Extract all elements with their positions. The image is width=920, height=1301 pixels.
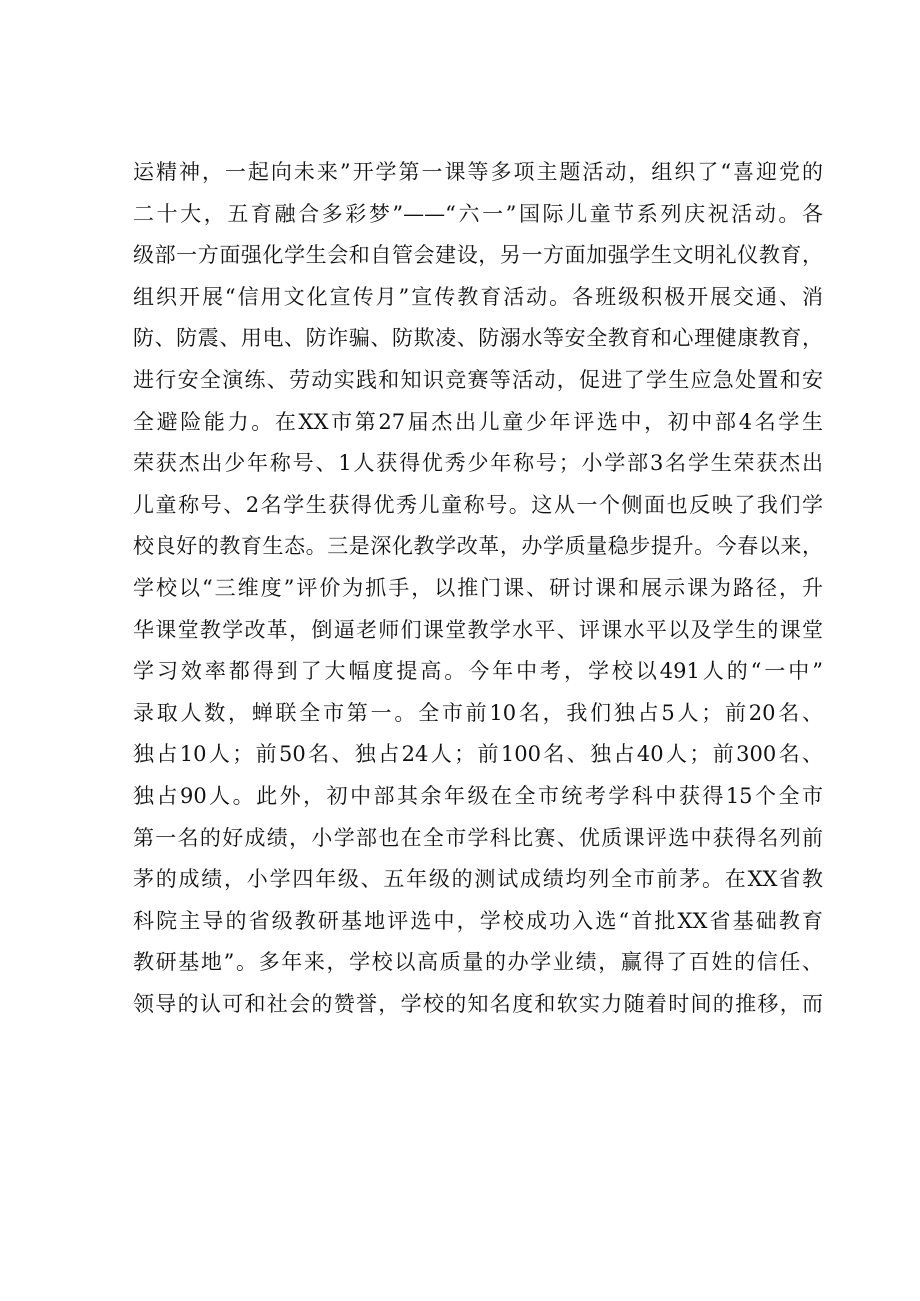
text-line-1: 运精神，一起向未来”开学第一课等多项主题活动，组织了“喜迎党的 bbox=[133, 160, 823, 184]
text-line-10: 校良好的教育生态。三是深化教学改革，办学质量稳步提升。今春以来， bbox=[133, 534, 823, 559]
text-line-15: 独占10人；前50名、独占24人；前100名、独占40人；前300名、 bbox=[133, 742, 823, 767]
text-line-17: 第一名的好成绩，小学部也在全市学科比赛、优质课评选中获得名列前 bbox=[133, 825, 823, 850]
text-line-5: 防、防震、用电、防诈骗、防欺凌、防溺水等安全教育和心理健康教育， bbox=[133, 326, 823, 351]
text-line-19: 科院主导的省级教研基地评选中，学校成功入选“首批XX省基础教育 bbox=[133, 908, 823, 933]
text-line-21: 领导的认可和社会的赞誉，学校的知名度和软实力随着时间的推移，而 bbox=[133, 991, 823, 1016]
text-line-18: 茅的成绩，小学四年级、五年级的测试成绩均列全市前茅。在XX省教 bbox=[133, 867, 823, 892]
text-line-9: 儿童称号、2名学生获得优秀儿童称号。这从一个侧面也反映了我们学 bbox=[133, 492, 823, 517]
text-line-20: 教研基地”。多年来，学校以高质量的办学业绩，赢得了百姓的信任、 bbox=[133, 950, 823, 975]
text-line-14: 录取人数，蝉联全市第一。全市前10名，我们独占5人；前20名、 bbox=[133, 700, 823, 725]
text-line-16: 独占90人。此外，初中部其余年级在全市统考学科中获得15个全市 bbox=[133, 783, 823, 808]
text-line-8: 荣获杰出少年称号、1人获得优秀少年称号；小学部3名学生荣获杰出 bbox=[133, 451, 823, 476]
text-line-12: 华课堂教学改革，倒逼老师们课堂教学水平、评课水平以及学生的课堂 bbox=[133, 617, 823, 642]
text-line-4: 组织开展“信用文化宣传月”宣传教育活动。各班级积极开展交通、消 bbox=[133, 284, 823, 309]
text-line-11: 学校以“三维度”评价为抓手，以推门课、研讨课和展示课为路径，升 bbox=[133, 575, 823, 600]
text-line-13: 学习效率都得到了大幅度提高。今年中考，学校以491人的“一中” bbox=[133, 659, 823, 684]
text-line-6: 进行安全演练、劳动实践和知识竞赛等活动，促进了学生应急处置和安 bbox=[133, 367, 823, 392]
text-line-3: 级部一方面强化学生会和自管会建设，另一方面加强学生文明礼仪教育， bbox=[133, 243, 823, 268]
text-line-2: 二十大，五育融合多彩梦”——“六一”国际儿童节系列庆祝活动。各 bbox=[133, 201, 823, 226]
body-paragraph bbox=[133, 152, 823, 1025]
text-line-7: 全避险能力。在XX市第27届杰出儿童少年评选中，初中部4名学生 bbox=[133, 409, 823, 434]
